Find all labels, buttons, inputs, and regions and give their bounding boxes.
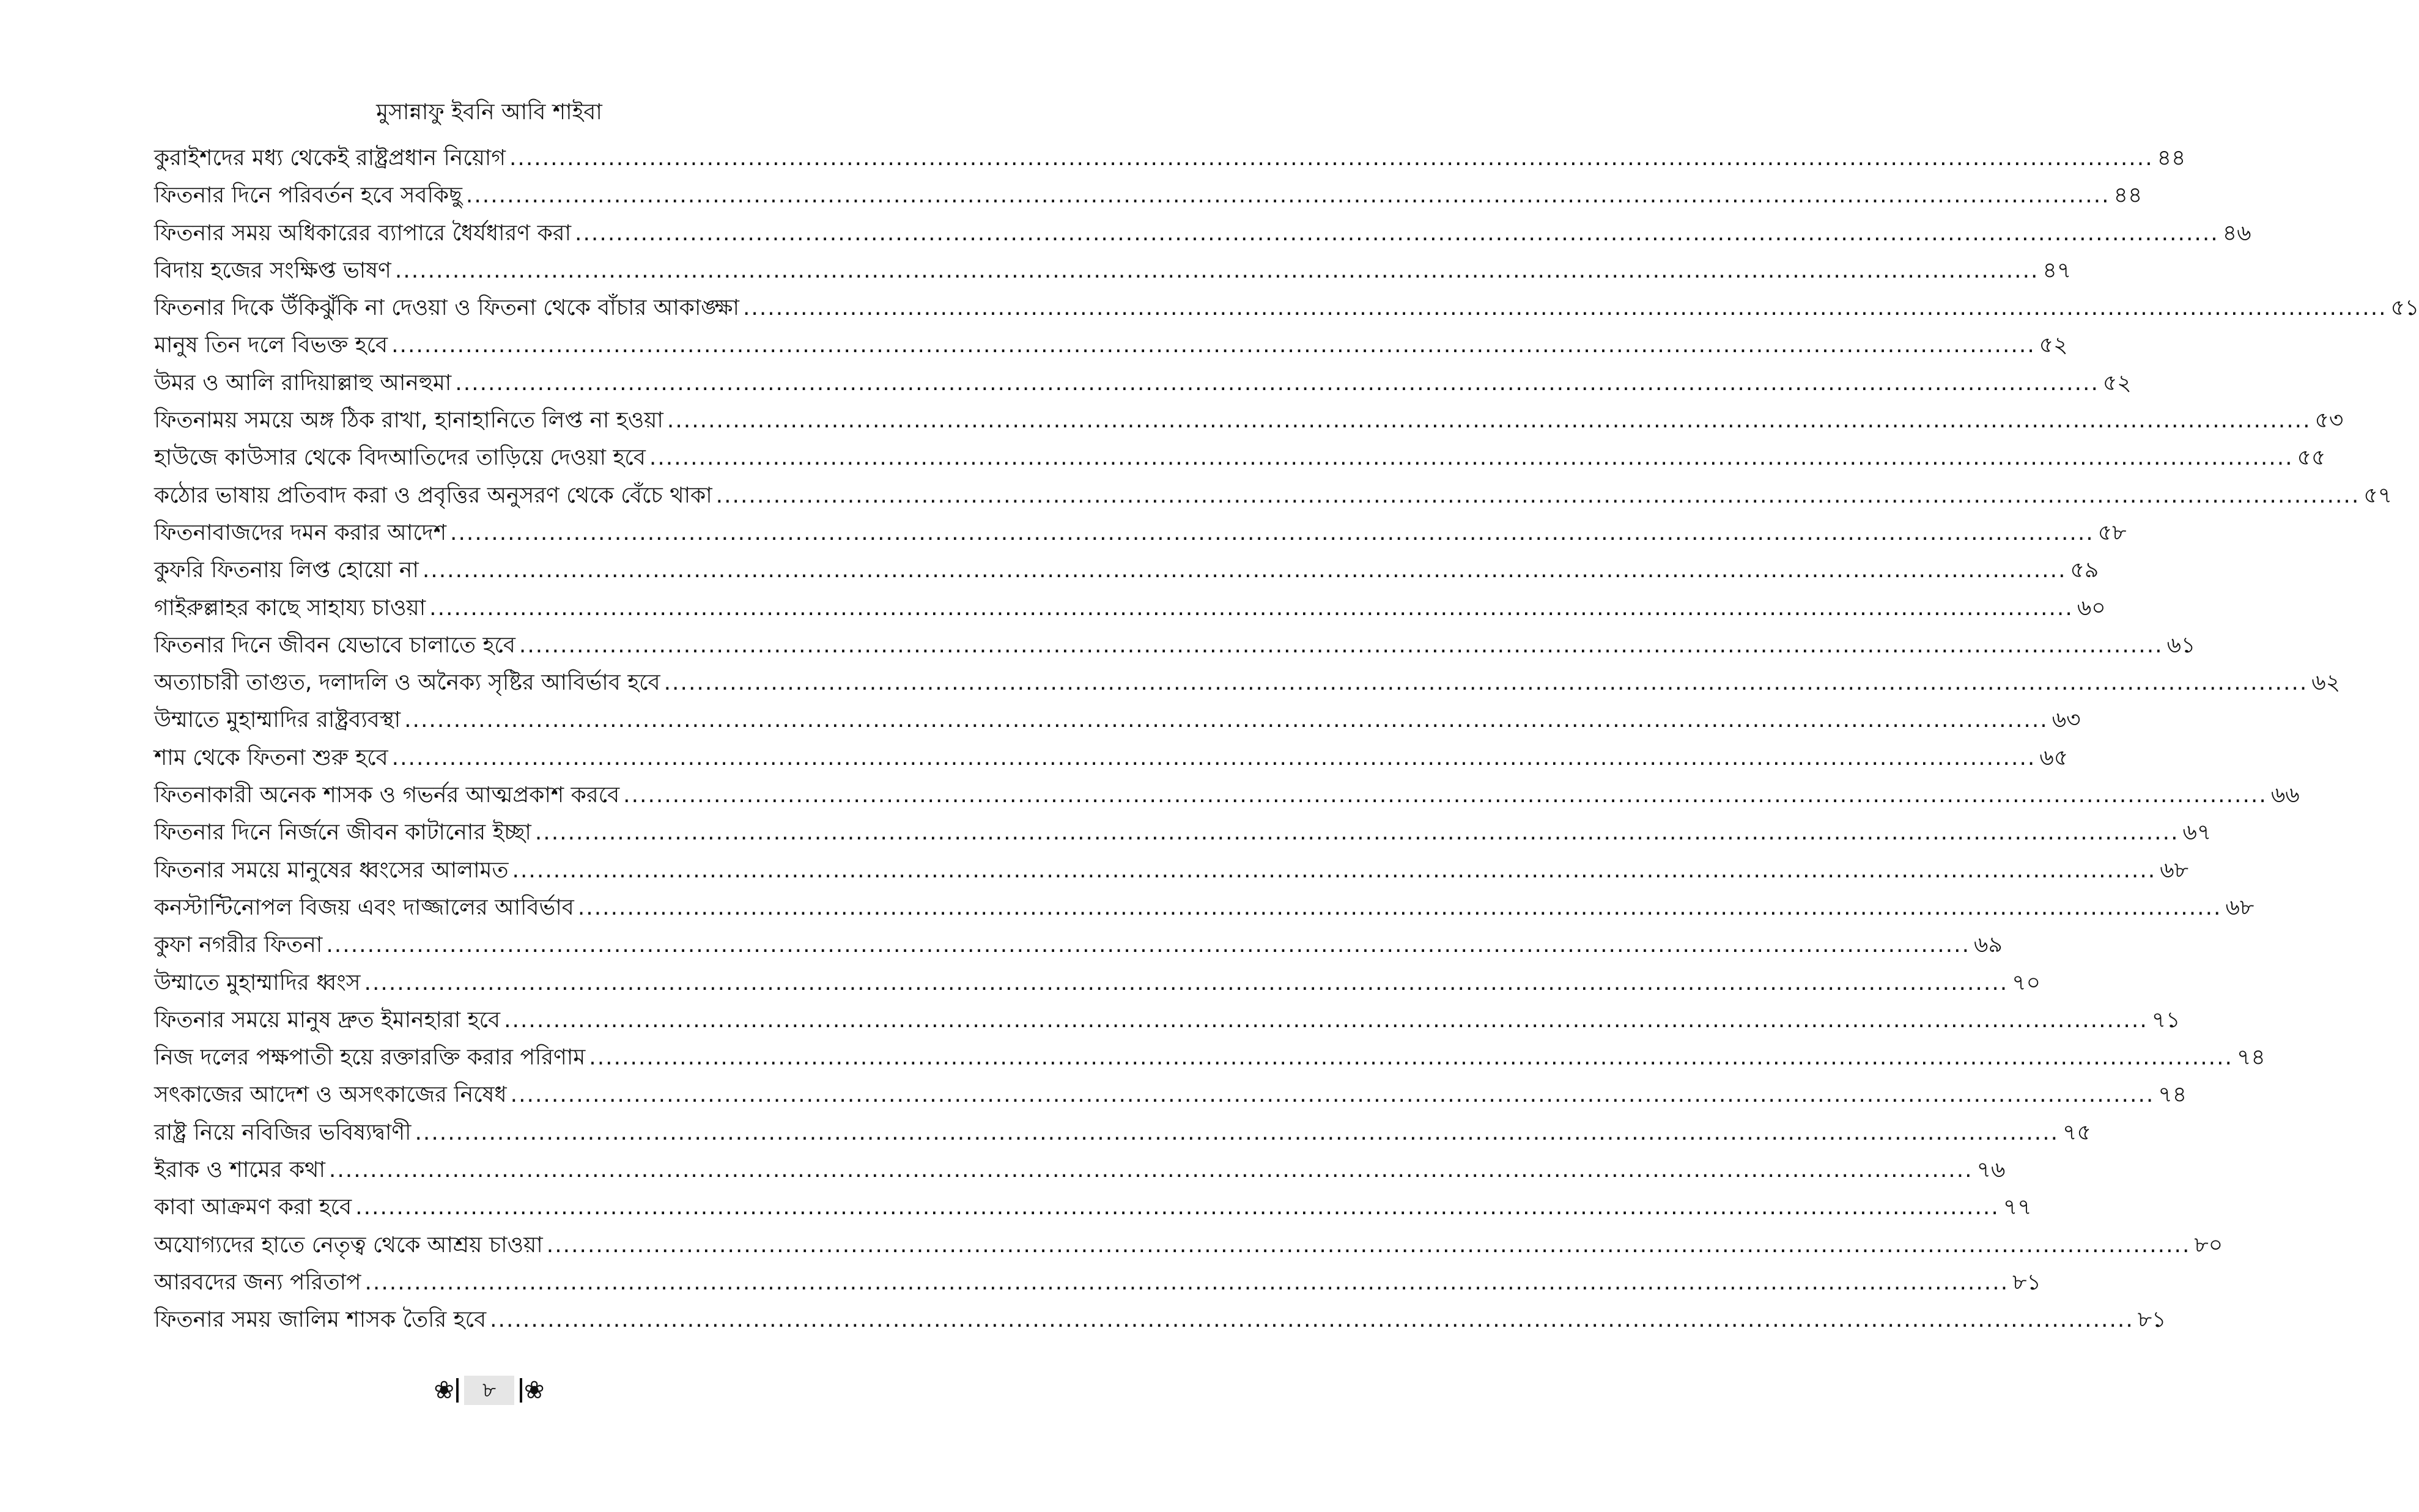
toc-entry <box>154 215 2251 252</box>
toc-entry-title: ফিতনার দিনে জীবন যেভাবে চালাতে হবে <box>154 632 515 658</box>
toc-entry <box>154 326 2068 364</box>
toc-entry-page: ৭০ <box>2012 970 2041 995</box>
toc-entry-title: গাইরুল্লাহর কাছে সাহায্য চাওয়া <box>154 595 426 621</box>
toc-dot-leader <box>364 1264 2009 1301</box>
toc-entry-page: ৭৬ <box>1976 1157 2006 1183</box>
toc-entry-page: ৬৩ <box>2052 707 2081 733</box>
toc-dot-leader <box>667 402 2311 439</box>
toc-entry-title: হাউজে কাউসার থেকে বিদআতিদের তাড়িয়ে দেওয়া হবে <box>154 445 646 471</box>
toc-entry <box>154 1039 2266 1076</box>
toc-entry <box>154 439 2326 476</box>
running-header: মুসান্নাফু ইবনি আবি শাইবা <box>376 100 602 125</box>
toc-entry-title: ফিতনার দিনে পরিবর্তন হবে সবকিছু <box>154 183 462 208</box>
toc-dot-leader <box>589 1039 2233 1076</box>
toc-entry-page: ৪৬ <box>2222 220 2251 246</box>
toc-entry-title: কুফা নগরীর ফিতনা <box>154 932 323 958</box>
toc-entry-page: ৫৮ <box>2097 520 2127 545</box>
toc-entry <box>154 477 2393 514</box>
toc-entry <box>154 701 2081 739</box>
toc-entry-title: কঠোর ভাষায় প্রতিবাদ করা ও প্রবৃত্তির অনুসরণ থেকে বেঁচে থাকা <box>154 482 712 508</box>
toc-dot-leader <box>455 364 2099 402</box>
toc-dot-leader <box>504 1001 2148 1039</box>
table-of-contents <box>154 139 2419 1339</box>
toc-entry-page: ৫২ <box>2039 333 2068 358</box>
toc-entry <box>154 364 2132 402</box>
toc-dot-leader <box>466 177 2110 214</box>
toc-entry <box>154 177 2143 214</box>
toc-entry <box>154 289 2419 326</box>
toc-entry-title: ইরাক ও শামের কথা <box>154 1157 325 1183</box>
toc-entry <box>154 1301 2166 1338</box>
left-ornament-icon: ❀ <box>434 1376 454 1404</box>
toc-entry-page: ৬৬ <box>2270 783 2300 808</box>
toc-entry-page: ৫১ <box>2390 295 2419 321</box>
left-ornament-bar <box>456 1378 459 1403</box>
toc-entry-title: উম্মাতে মুহাম্মাদির রাষ্ট্রব্যবস্থা <box>154 707 401 733</box>
toc-dot-leader <box>415 1114 2059 1151</box>
toc-dot-leader <box>490 1301 2134 1338</box>
toc-entry <box>154 551 2099 589</box>
toc-entry-title: উম্মাতে মুহাম্মাদির ধ্বংস <box>154 970 361 995</box>
toc-entry-title: ফিতনার সময় জালিম শাসক তৈরি হবে <box>154 1307 487 1333</box>
toc-entry <box>154 852 2188 889</box>
toc-entry-title: ফিতনাময় সময়ে অঙ্গ ঠিক রাখা, হানাহানিতে লিপ্ত না হওয়া <box>154 408 663 433</box>
toc-entry <box>154 627 2196 664</box>
toc-dot-leader <box>404 701 2048 739</box>
toc-entry <box>154 776 2300 814</box>
toc-dot-leader <box>329 1151 1973 1189</box>
toc-entry-title: ফিতনাবাজদের দমন করার আদেশ <box>154 520 447 545</box>
toc-dot-leader <box>575 215 2219 252</box>
toc-entry-page: ৬০ <box>2077 595 2106 621</box>
toc-entry-title: নিজ দলের পক্ষপাতী হয়ে রক্তারক্তি করার পরিণাম <box>154 1045 586 1071</box>
toc-dot-leader <box>519 627 2163 664</box>
toc-entry-page: ৫৯ <box>2070 558 2099 583</box>
toc-entry-page: ৫৭ <box>2363 482 2393 508</box>
toc-entry-title: বিদায় হজের সংক্ষিপ্ত ভাষণ <box>154 257 391 283</box>
toc-entry <box>154 1189 2032 1226</box>
toc-dot-leader <box>391 326 2036 364</box>
toc-entry <box>154 514 2127 551</box>
toc-dot-leader <box>664 664 2308 701</box>
toc-entry <box>154 1001 2181 1039</box>
toc-entry-page: ৫৩ <box>2314 408 2344 433</box>
toc-entry-title: ফিতনার দিকে উঁকিঝুঁকি না দেওয়া ও ফিতনা থেকে বাঁচার আকাঙ্ক্ষা <box>154 295 739 321</box>
toc-entry-title: সৎকাজের আদেশ ও অসৎকাজের নিষেধ <box>154 1082 507 1108</box>
toc-entry <box>154 889 2255 926</box>
toc-entry-page: ৭৪ <box>2236 1045 2266 1071</box>
toc-entry-title: কুফরি ফিতনায় লিপ্ত হোয়ো না <box>154 558 419 583</box>
toc-entry-title: কুরাইশদের মধ্য থেকেই রাষ্ট্রপ্রধান নিয়োগ <box>154 146 506 171</box>
toc-entry <box>154 589 2106 627</box>
toc-entry-page: ৬২ <box>2311 670 2341 696</box>
toc-dot-leader <box>509 139 2154 177</box>
toc-entry-title: উমর ও আলি রাদিয়াল্লাহু আনহুমা <box>154 370 452 396</box>
toc-entry-page: ৫২ <box>2102 370 2132 396</box>
toc-entry <box>154 139 2186 177</box>
toc-dot-leader <box>547 1226 2191 1264</box>
right-ornament-bar <box>520 1378 522 1403</box>
toc-entry <box>154 926 2003 964</box>
toc-dot-leader <box>429 589 2074 627</box>
toc-dot-leader <box>364 964 2009 1001</box>
toc-entry-page: ৭৫ <box>2063 1119 2091 1145</box>
toc-entry-title: মানুষ তিন দলে বিভক্ত হবে <box>154 333 388 358</box>
toc-entry-page: ৮০ <box>2194 1232 2223 1258</box>
toc-entry-title: ফিতনাকারী অনেক শাসক ও গভর্নর আত্মপ্রকাশ করবে <box>154 783 620 808</box>
toc-entry-title: ফিতনার সময় অধিকারের ব্যাপারে ধৈর্যধারণ করা <box>154 220 572 246</box>
toc-entry-page: ৪৪ <box>2157 146 2186 171</box>
toc-entry <box>154 1076 2187 1113</box>
page-number: ৮ <box>464 1376 514 1405</box>
toc-entry-title: শাম থেকে ফিতনা শুরু হবে <box>154 745 388 770</box>
toc-dot-leader <box>649 439 2294 476</box>
toc-entry <box>154 1226 2223 1264</box>
right-ornament-icon: ❀ <box>524 1376 545 1404</box>
toc-entry-title: অযোগ্যদের হাতে নেতৃত্ব থেকে আশ্রয় চাওয়া <box>154 1232 543 1258</box>
toc-entry-title: আরবদের জন্য পরিতাপ <box>154 1269 361 1295</box>
toc-entry-page: ৭৪ <box>2158 1082 2187 1108</box>
toc-entry <box>154 252 2072 289</box>
toc-dot-leader <box>355 1189 2000 1226</box>
toc-entry-page: ৭১ <box>2151 1007 2181 1033</box>
page-footer <box>0 1376 978 1405</box>
toc-entry-page: ৫৫ <box>2297 445 2326 471</box>
toc-entry <box>154 664 2341 701</box>
toc-dot-leader <box>716 477 2360 514</box>
toc-entry-title: অত্যাচারী তাগুত, দলাদলি ও অনৈক্য সৃষ্টির আবির্ভাব হবে <box>154 670 660 696</box>
toc-entry-title: কনস্টান্টিনোপল বিজয় এবং দাজ্জালের আবির্ভাব <box>154 894 574 920</box>
toc-entry <box>154 1264 2041 1301</box>
toc-dot-leader <box>743 289 2387 326</box>
toc-entry-page: ৬৭ <box>2182 820 2212 846</box>
toc-entry-page: ৭৭ <box>2003 1195 2032 1220</box>
toc-entry-page: ৬৫ <box>2039 745 2069 770</box>
toc-entry-title: ফিতনার সময়ে মানুষ দ্রুত ইমানহারা হবে <box>154 1007 501 1033</box>
toc-dot-leader <box>511 1076 2155 1113</box>
toc-entry-page: ৪৭ <box>2042 257 2072 283</box>
toc-dot-leader <box>623 776 2267 814</box>
toc-entry <box>154 1151 2006 1189</box>
toc-entry-title: রাষ্ট্র নিয়ে নবিজির ভবিষ্যদ্বাণী <box>154 1119 412 1145</box>
toc-entry <box>154 739 2069 776</box>
toc-entry-page: ৮১ <box>2012 1269 2041 1295</box>
toc-entry-page: ৬৮ <box>2160 857 2188 883</box>
toc-dot-leader <box>512 852 2157 889</box>
toc-entry-page: ৪৪ <box>2113 183 2143 208</box>
toc-entry-page: ৮১ <box>2137 1307 2166 1333</box>
toc-dot-leader <box>392 739 2036 776</box>
toc-entry <box>154 1114 2091 1151</box>
toc-dot-leader <box>395 252 2039 289</box>
toc-dot-leader <box>326 926 1970 964</box>
toc-entry <box>154 402 2344 439</box>
toc-dot-leader <box>578 889 2222 926</box>
toc-entry <box>154 814 2212 851</box>
toc-entry-title: ফিতনার সময়ে মানুষের ধ্বংসের আলামত <box>154 857 509 883</box>
toc-dot-leader <box>535 814 2179 851</box>
toc-entry-page: ৬৮ <box>2225 894 2255 920</box>
toc-dot-leader <box>450 514 2094 551</box>
toc-entry-page: ৬৯ <box>1974 932 2003 958</box>
toc-dot-leader <box>423 551 2067 589</box>
toc-entry-title: কাবা আক্রমণ করা হবে <box>154 1195 352 1220</box>
toc-entry-title: ফিতনার দিনে নির্জনে জীবন কাটানোর ইচ্ছা <box>154 820 531 846</box>
toc-entry <box>154 964 2041 1001</box>
toc-entry-page: ৬১ <box>2166 632 2196 658</box>
